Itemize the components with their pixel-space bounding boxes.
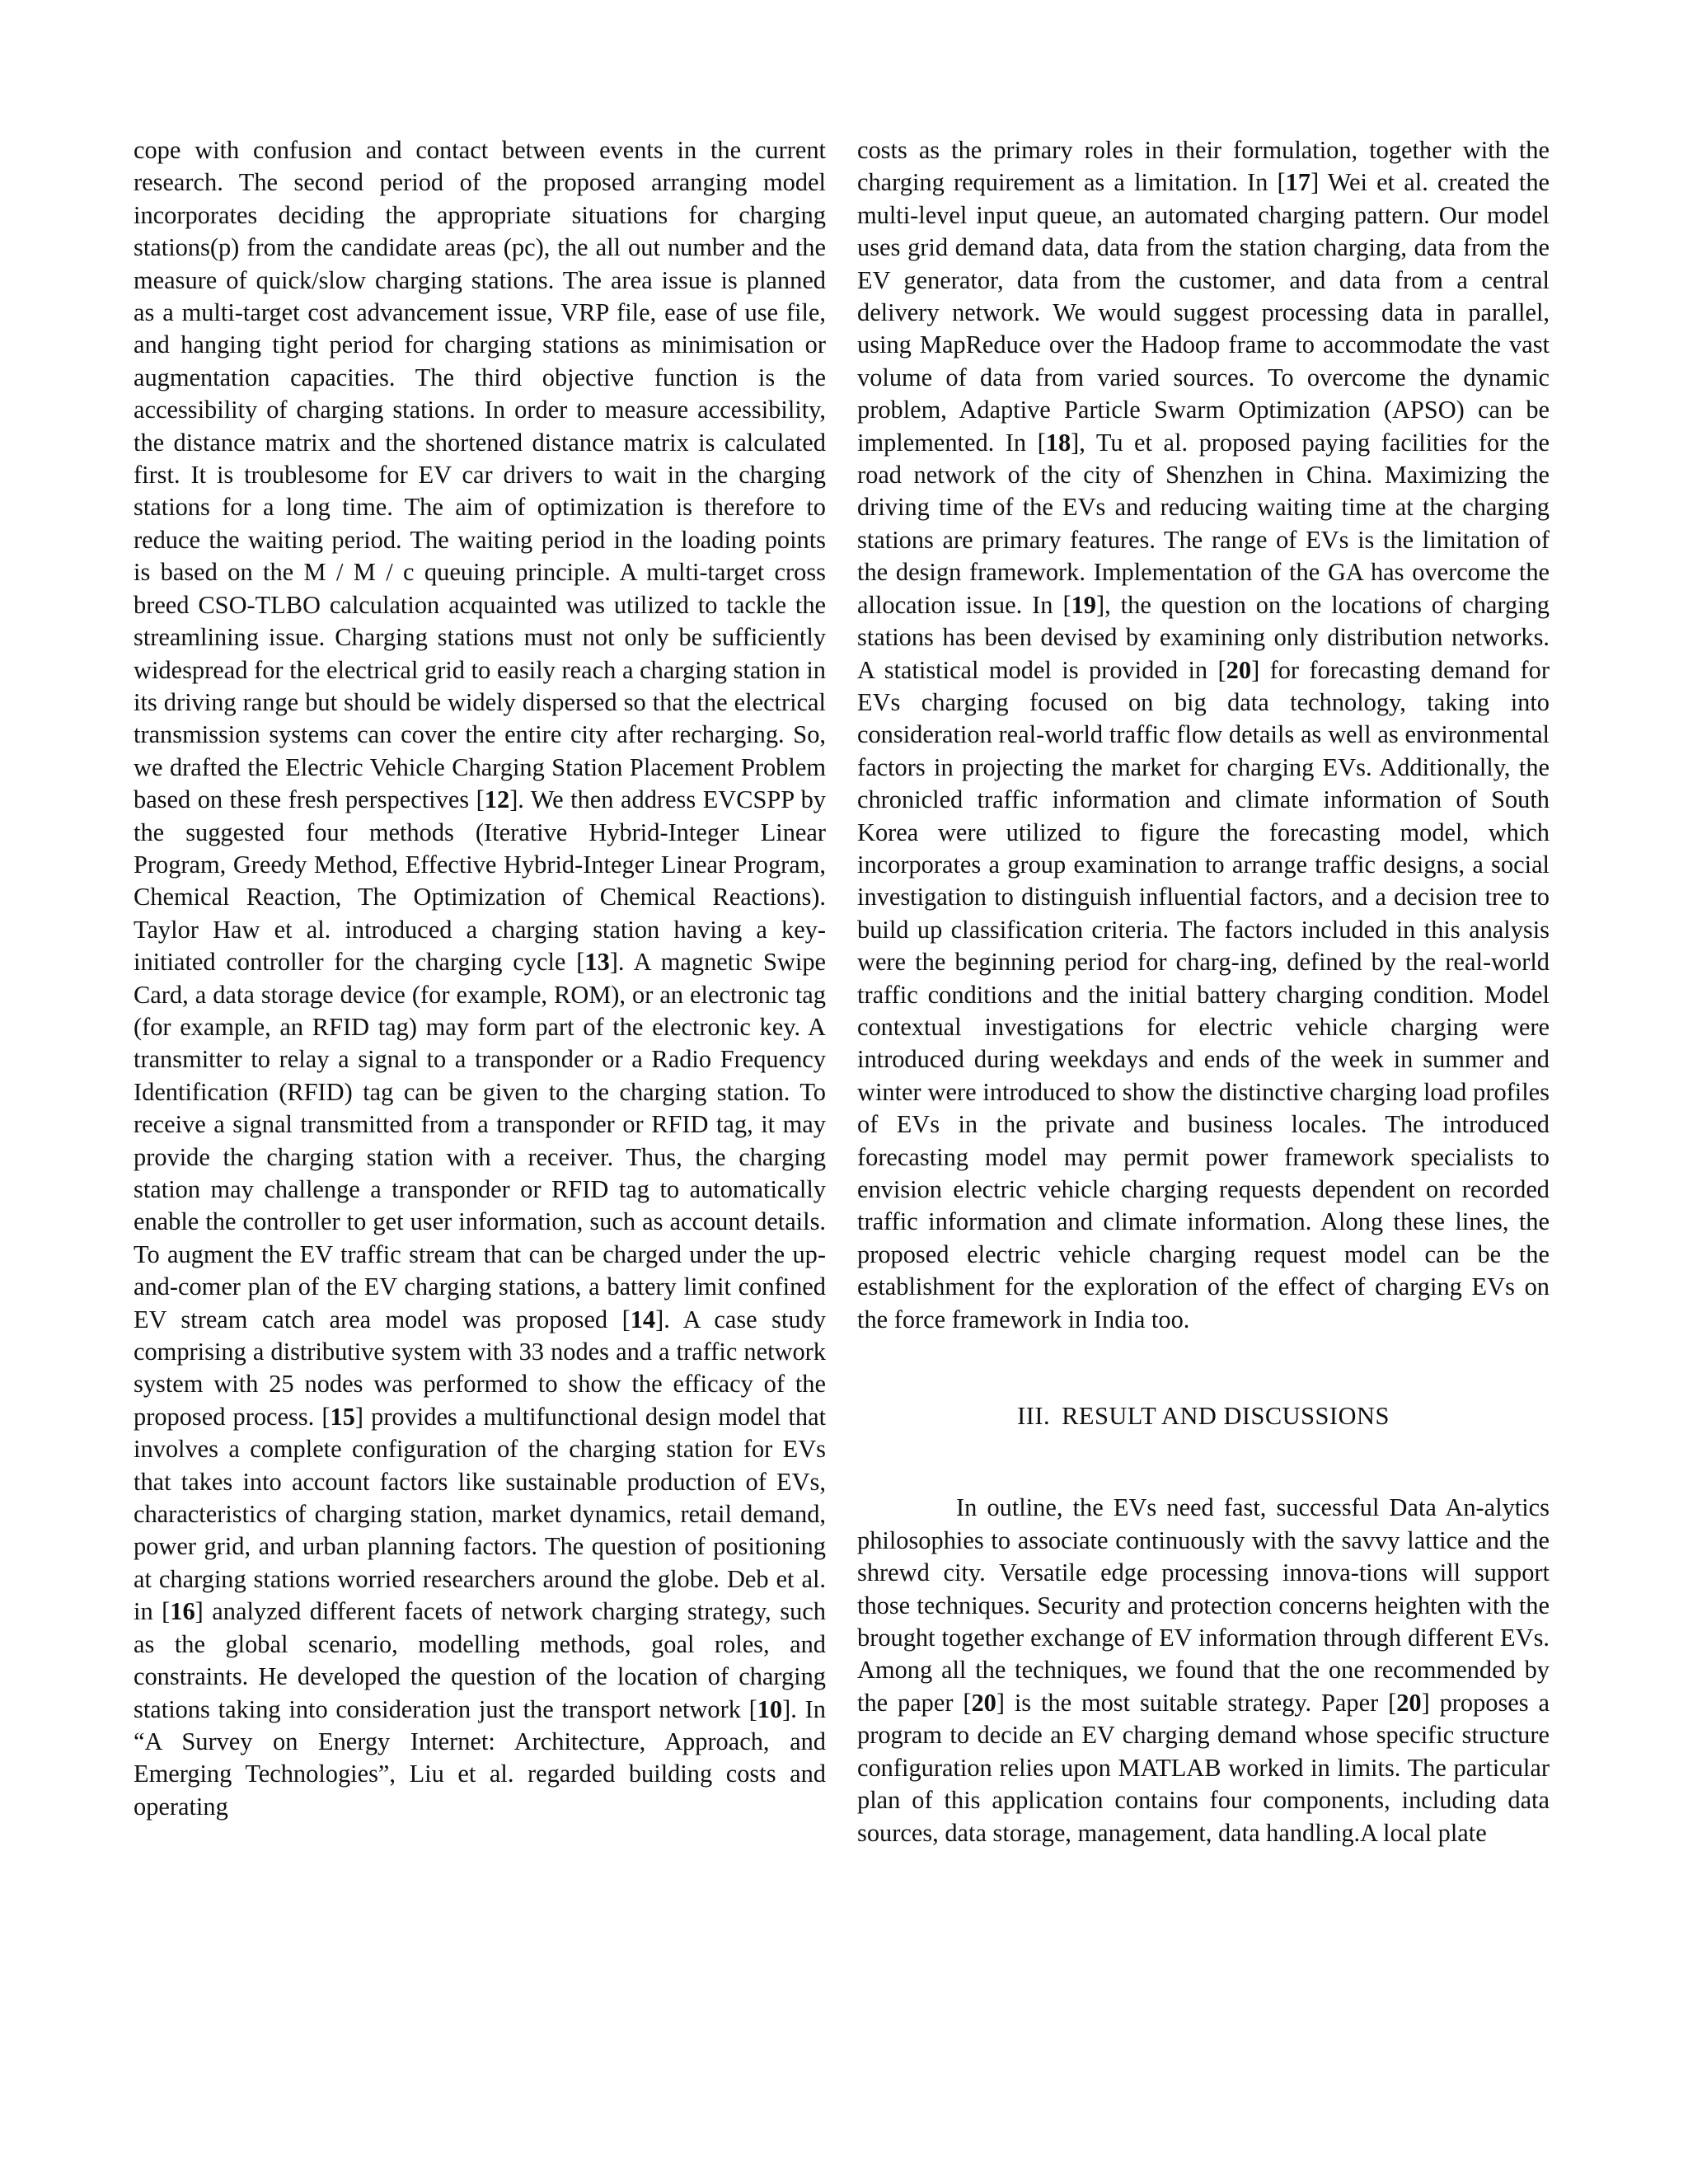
paragraph-text: ] is the most suitable strategy. Paper [ <box>996 1688 1397 1717</box>
paragraph-text: ]. We then address EVCSPP by the suggested four methods (Iterative Hybrid-Integer Linear Program, Greedy Method, Effective Hybrid-Integer Linear Program, Chemical Reaction, The Optimization of Chemical Reactions). Taylor Haw et al. introduced a charging station having a key-initiated controller for the charging cycle [ <box>134 785 826 977</box>
left-column <box>134 134 826 1823</box>
section-title: RESULT AND DISCUSSIONS <box>1062 1402 1390 1431</box>
paragraph-text: ] analyzed different facets of network charging strategy, such as the global scenario, modelling methods, goal roles, and constraints. He developed the question of the location of charging stations taking into consideration just the transport network [ <box>134 1597 826 1723</box>
paragraph-text: ]. A magnetic Swipe Card, a data storage device (for example, ROM), or an electronic tag (for example, an RFID tag) may form part of the electronic key. A transmitter to relay a signal to a transponder or a Radio Frequency Identification (RFID) tag can be given to the charging station. To receive a signal transmitted from a transponder or RFID tag, it may provide the charging station with a receiver. Thus, the charging station may challenge a transponder or RFID tag to automatically enable the controller to get user information, such as account details. To augment the EV traffic stream that can be charged under the up-and-comer plan of the EV charging stations, a battery limit confined EV stream catch area model was proposed [ <box>134 948 826 1333</box>
paragraph-text: In outline, the EVs need fast, successful Data An-alytics philosophies to associate continuously with the savvy lattice and the shrewd city. Versatile edge processing innova-tions will support those techniques. Security and protection concerns heighten with the brought together exchange of EV information through different EVs. Among all the techniques, we found that the one recommended by the paper [ <box>857 1493 1550 1717</box>
citation-ref: 13 <box>584 948 610 977</box>
citation-ref: 12 <box>484 785 510 814</box>
paragraph-text: ]. A case study comprising a distributive system with 33 nodes and a traffic network system with 25 nodes was performed to show the efficacy of the proposed process. [ <box>134 1305 826 1431</box>
citation-ref: 14 <box>630 1305 656 1333</box>
paragraph-text: ] for forecasting demand for EVs charging focused on big data technology, taking into consideration real-world traffic flow details as well as environmental factors in projecting the market for charging EVs. Additionally, the chronicled traffic information and climate information of South Korea were utilized to figure the forecasting model, which incorporates a group examination to arrange traffic designs, a social investigation to distinguish influential factors, and a decision tree to build up classification criteria. The factors included in this analysis were the beginning period for charg-ing, defined by the real-world traffic conditions and the initial battery charging condition. Model contextual investigations for electric vehicle charging were introduced during weekdays and ends of the week in summer and winter were introduced to show the distinctive charging load profiles of EVs in the private and business locales. The introduced forecasting model may permit power framework specialists to envision electric vehicle charging requests dependent on recorded traffic information and climate information. Along these lines, the proposed electric vehicle charging request model can be the establishment for the exploration of the effect of charging EVs on the force framework in India too. <box>857 655 1550 1333</box>
citation-ref: 20 <box>971 1688 996 1717</box>
citation-ref: 15 <box>330 1402 355 1431</box>
body-paragraph <box>134 134 826 1823</box>
paragraph-text: cope with confusion and contact between events in the current research. The second period of the proposed arranging model incorporates deciding the appropriate situations for charging stations(p) from the candidate areas (pc), the all out number and the measure of quick/slow charging stations. The area issue is planned as a multi-target cost advancement issue, VRP file, ease of use file, and hanging tight period for charging stations as minimisation or augmentation capacities. The third objective function is the accessibility of charging stations. In order to measure accessibility, the distance matrix and the shortened distance matrix is calculated first. It is troublesome for EV car drivers to wait in the charging stations for a long time. The aim of optimization is therefore to reduce the waiting period. The waiting period in the loading points is based on the M / M / c queuing principle. A multi-target cross breed CSO-TLBO calculation acquainted was utilized to tackle the streamlining issue. Charging stations must not only be sufficiently widespread for the electrical grid to easily reach a charging station in its driving range but should be widely dispersed so that the electrical transmission systems can cover the entire city after recharging. So, we drafted the Electric Vehicle Charging Station Placement Problem based on these fresh perspectives [ <box>134 136 826 814</box>
section-heading <box>857 1400 1550 1432</box>
paragraph-text: costs as the primary roles in their formulation, together with the charging requirement as a limitation. In [ <box>857 136 1550 197</box>
citation-ref: 16 <box>170 1597 195 1626</box>
citation-ref: 18 <box>1045 428 1071 457</box>
paragraph-text: ], Tu et al. proposed paying facilities for the road network of the city of Shenzhen in China. Maximizing the driving time of the EVs and reducing waiting time at the charging stations are primary features. The range of EVs is the limitation of the design framework. Implementation of the GA has overcome the allocation issue. In [ <box>857 428 1550 619</box>
citation-ref: 19 <box>1071 590 1096 619</box>
body-paragraph <box>857 134 1550 1336</box>
section-number: III. <box>1017 1402 1051 1431</box>
citation-ref: 17 <box>1285 168 1311 197</box>
right-column <box>857 134 1550 1849</box>
paragraph-text: ], the question on the locations of charging stations has been devised by examining only distribution networks. A statistical model is provided in [ <box>857 590 1550 684</box>
paragraph-text: ] provides a multifunctional design model that involves a complete configuration of the charging station for EVs that takes into account factors like sustainable production of EVs, characteristics of charging station, market dynamics, retail demand, power grid, and urban planning factors. The question of positioning at charging stations worried researchers around the globe. Deb et al. in [ <box>134 1402 827 1626</box>
citation-ref: 20 <box>1226 655 1252 684</box>
paragraph-text: ]. In “A Survey on Energy Internet: Architecture, Approach, and Emerging Technologies”, Liu et al. regarded building costs and operating <box>134 1694 826 1821</box>
paragraph-text: ] Wei et al. created the multi-level input queue, an automated charging pattern. Our model uses grid demand data, data from the station charging, data from the EV generator, data from the customer, and data from a central delivery network. We would suggest processing data in parallel, using MapReduce over the Hadoop frame to accommodate the vast volume of data from varied sources. To overcome the dynamic problem, Adaptive Particle Swarm Optimization (APSO) can be implemented. In [ <box>857 168 1550 457</box>
body-paragraph <box>857 1492 1550 1849</box>
citation-ref: 10 <box>757 1694 783 1723</box>
citation-ref: 20 <box>1396 1688 1422 1717</box>
paragraph-text: ] proposes a program to decide an EV charging demand whose specific structure configuration relies upon MATLAB worked in limits. The particular plan of this application contains four components, including data sources, data storage, management, data handling.A local plate <box>857 1688 1550 1847</box>
